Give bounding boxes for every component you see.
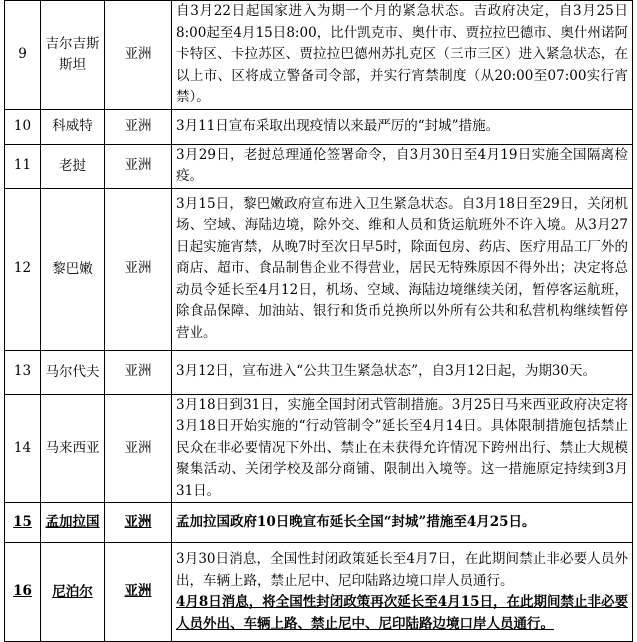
row-number: 16 (5, 543, 41, 642)
measure-text: 3月12日，宣布进入“公共卫生紧急状态”，自3月12日起，为期30天。 (172, 350, 633, 394)
table-row (5, 109, 633, 144)
row-number: 14 (5, 394, 41, 503)
measure-text: 3月15日，黎巴嫩政府宣布进入卫生紧急状态。自3月18日至29日，关闭机场、空域、海陆边境，除外交、维和人员和货运航班外不许入境。从3月27日起实施宵禁，从晚7时至次日早5时，除面包房、药店、医疗用品工厂外的商店、超市、食品制售企业不得营业，居民无特殊原因不得外出；决定将总动员令延长至4月12日，机场、空域、海陆边境继续关闭，暂停客运航班，除食品保障、加油站、银行和货币兑换所以外所有公共和私营机构继续暂停营业。 (172, 188, 633, 350)
country-name: 吉尔吉斯斯坦 (41, 1, 105, 110)
measure-text-part-1: 3月30日消息，全国性封闭政策延长至4月7日，在此期间禁止非必要人员外出，车辆上路，禁止尼中、尼印陆路边境口岸人员通行。 (176, 551, 628, 589)
country-name: 科威特 (41, 109, 105, 144)
table-row (5, 503, 633, 543)
region: 亚洲 (105, 1, 172, 110)
table-row (5, 350, 633, 394)
measure-text: 自3月22日起国家进入为期一个月的紧急状态。吉政府决定，自3月25日8:00起至4月15日8:00，比什凯克市、奥什市、贾拉拉巴德市、奥什州诺阿卡特区、卡拉苏区、贾拉拉巴德州苏扎克区（三市三区）进入紧急状态，在以上市、区将成立警备司令部，并实行宵禁制度（从20:00至07:00实行宵禁）。 (172, 1, 633, 110)
region: 亚洲 (105, 350, 172, 394)
measure-text: 3月11日宣布采取出现疫情以来最严厉的“封城”措施。 (172, 109, 633, 144)
measure-text (172, 543, 633, 642)
measure-text: 孟加拉国政府10日晚宣布延长全国“封城”措施至4月25日。 (172, 503, 633, 543)
table-row (5, 394, 633, 503)
region: 亚洲 (105, 394, 172, 503)
measure-text: 3月18日到31日，实施全国封闭式管制措施。3月25日马来西亚政府决定将3月18日开始实施的“行动管制令”延长至4月14日。具体限制措施包括禁止民众在非必要情况下外出、禁止在未获得允许情况下跨州出行、禁止大规模聚集活动、关闭学校及部分商铺、限制出入境等。这一措施原定持续到3月31日。 (172, 394, 633, 503)
country-name: 孟加拉国 (41, 503, 105, 543)
country-name: 黎巴嫩 (41, 188, 105, 350)
region: 亚洲 (105, 503, 172, 543)
country-name: 马尔代夫 (41, 350, 105, 394)
table-row (5, 543, 633, 642)
table-row (5, 1, 633, 110)
country-name: 马来西亚 (41, 394, 105, 503)
row-number: 11 (5, 144, 41, 188)
measure-text: 3月29日，老挝总理通伦签署命令，自3月30日至4月19日实施全国隔离检疫。 (172, 144, 633, 188)
country-name: 老挝 (41, 144, 105, 188)
row-number: 12 (5, 188, 41, 350)
table-row (5, 144, 633, 188)
measure-text-part-2: 4月8日消息，将全国性封闭政策再次延长至4月15日，在此期间禁止非必要人员外出、车辆上路、禁止尼中、尼印陆路边境口岸人员通行。 (176, 594, 628, 632)
region: 亚洲 (105, 188, 172, 350)
row-number: 15 (5, 503, 41, 543)
region: 亚洲 (105, 144, 172, 188)
country-name: 尼泊尔 (41, 543, 105, 642)
table-row (5, 188, 633, 350)
row-number: 13 (5, 350, 41, 394)
row-number: 10 (5, 109, 41, 144)
region: 亚洲 (105, 543, 172, 642)
measures-table (4, 0, 633, 642)
row-number: 9 (5, 1, 41, 110)
region: 亚洲 (105, 109, 172, 144)
